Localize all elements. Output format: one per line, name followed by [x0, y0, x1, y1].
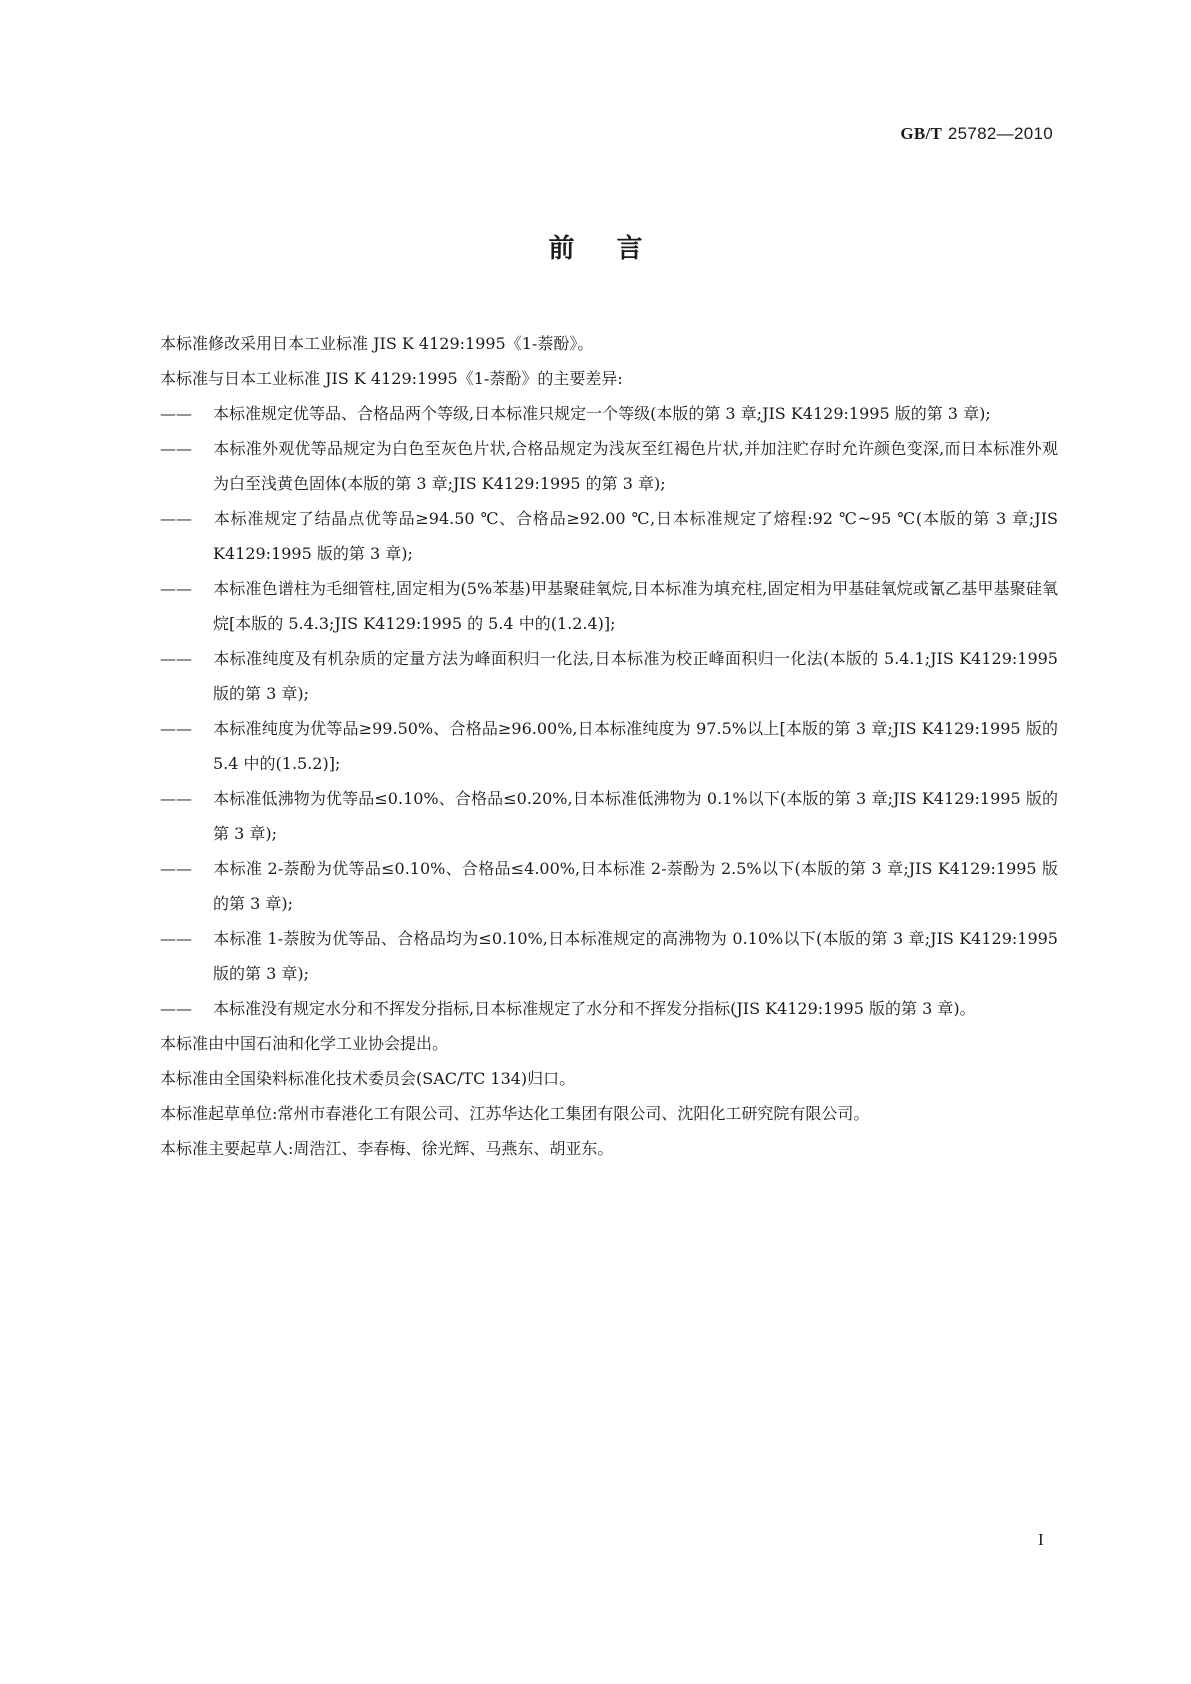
- dash-bullet: ——: [160, 859, 192, 878]
- difference-text: 本标准 1-萘胺为优等品、合格品均为≤0.10%,日本标准规定的高沸物为 0.10%以下(本版的第 3 章;JIS K4129:1995 版的第 3 章);: [213, 929, 1058, 983]
- dash-bullet: ——: [160, 579, 192, 598]
- dash-bullet: ——: [160, 509, 192, 528]
- proposer-statement: 本标准由中国石油和化学工业协会提出。: [160, 1034, 449, 1053]
- standard-number: [900, 124, 1053, 144]
- difference-text: 本标准规定优等品、合格品两个等级,日本标准只规定一个等级(本版的第 3 章;JIS K4129:1995 版的第 3 章);: [213, 404, 991, 423]
- dash-bullet: ——: [160, 649, 192, 668]
- difference-text: 本标准纯度及有机杂质的定量方法为峰面积归一化法,日本标准为校正峰面积归一化法(本版的 5.4.1;JIS K4129:1995 版的第 3 章);: [213, 649, 1058, 703]
- dash-bullet: ——: [160, 719, 192, 738]
- dash-bullet: ——: [160, 929, 192, 948]
- difference-item: [124, 921, 1058, 991]
- difference-item: [124, 641, 1058, 711]
- dash-bullet: ——: [160, 789, 192, 808]
- difference-item: [124, 501, 1058, 571]
- standard-id: 25782—2010: [947, 124, 1053, 143]
- dash-bullet: ——: [160, 999, 192, 1018]
- difference-text: 本标准外观优等品规定为白色至灰色片状,合格品规定为浅灰至红褐色片状,并加注贮存时允许颜色变深,而日本标准外观为白至浅黄色固体(本版的第 3 章;JIS K4129:1995 的第 3 章);: [213, 439, 1058, 493]
- foreword-body: [124, 326, 1058, 1166]
- difference-text: 本标准规定了结晶点优等品≥94.50 ℃、合格品≥92.00 ℃,日本标准规定了熔程:92 ℃~95 ℃(本版的第 3 章;JIS K4129:1995 版的第 3 章);: [213, 509, 1058, 563]
- difference-text: 本标准没有规定水分和不挥发分指标,日本标准规定了水分和不挥发分指标(JIS K4129:1995 版的第 3 章)。: [213, 999, 976, 1018]
- dash-bullet: ——: [160, 439, 192, 458]
- intro-paragraph: 本标准修改采用日本工业标准 JIS K 4129:1995《1-萘酚》。: [160, 334, 594, 353]
- difference-item: [124, 991, 1058, 1026]
- drafters: 本标准主要起草人:周浩江、李春梅、徐光辉、马燕东、胡亚东。: [160, 1139, 614, 1158]
- page-number: I: [1038, 1530, 1044, 1549]
- dash-bullet: ——: [160, 404, 192, 423]
- difference-item: [124, 851, 1058, 921]
- difference-item: [124, 571, 1058, 641]
- intro-paragraph: 本标准与日本工业标准 JIS K 4129:1995《1-萘酚》的主要差异:: [160, 369, 623, 388]
- difference-text: 本标准色谱柱为毛细管柱,固定相为(5%苯基)甲基聚硅氧烷,日本标准为填充柱,固定相为甲基硅氧烷或氰乙基甲基聚硅氧烷[本版的 5.4.3;JIS K4129:1995 的 5.4 中的(1.2.4)];: [213, 579, 1058, 633]
- page-title: 前言: [548, 234, 685, 264]
- drafting-units: 本标准起草单位:常州市春港化工有限公司、江苏华达化工集团有限公司、沈阳化工研究院有限公司。: [160, 1104, 870, 1123]
- standard-code: GB/T: [900, 124, 943, 143]
- difference-item: [124, 396, 1058, 431]
- difference-item: [124, 431, 1058, 501]
- difference-text: 本标准低沸物为优等品≤0.10%、合格品≤0.20%,日本标准低沸物为 0.1%以下(本版的第 3 章;JIS K4129:1995 版的第 3 章);: [213, 789, 1058, 843]
- difference-item: [124, 711, 1058, 781]
- committee-statement: 本标准由全国染料标准化技术委员会(SAC/TC 134)归口。: [160, 1069, 576, 1088]
- difference-text: 本标准 2-萘酚为优等品≤0.10%、合格品≤4.00%,日本标准 2-萘酚为 2.5%以下(本版的第 3 章;JIS K4129:1995 版的第 3 章);: [213, 859, 1058, 913]
- difference-item: [124, 781, 1058, 851]
- difference-text: 本标准纯度为优等品≥99.50%、合格品≥96.00%,日本标准纯度为 97.5%以上[本版的第 3 章;JIS K4129:1995 版的 5.4 中的(1.5.2)];: [213, 719, 1058, 773]
